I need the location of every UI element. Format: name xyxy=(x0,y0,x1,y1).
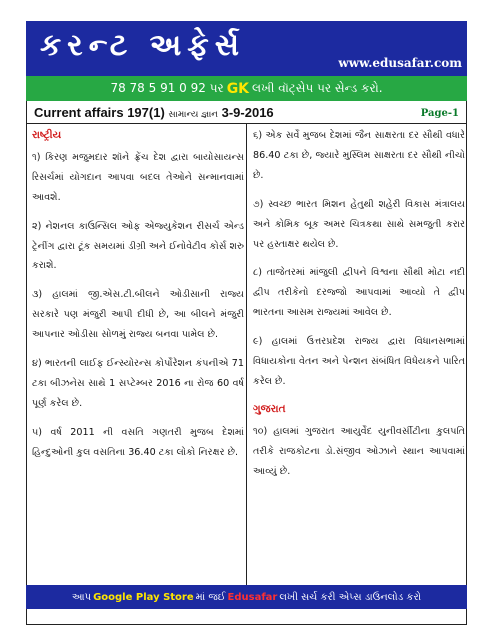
left-column xyxy=(32,126,244,472)
website-link[interactable]: www.edusafar.com xyxy=(338,56,462,70)
app-name-text: Edusafar xyxy=(227,591,278,603)
news-item-2: ૨) નેશનલ કાઉન્સિલ ઓફ એજ્યુકેશન રીસર્ચ એન્ડ ટ્રેનીંગ દ્વારા ટૂંક સમયમાં ડીગ્રી અને ઈનોવેટીવ કોર્સ શરુ કરાશે. xyxy=(32,220,244,272)
issue-date: 3-9-2016 xyxy=(221,105,274,120)
news-item-7: ૭) સ્વચ્છ ભારત મિશન હેતુથી શહેરી વિકાસ મંત્રાલય અને કોમિક બૂક અમર ચિત્રકથા સાથે સમજુતી કરાર પર હસ્તાક્ષર થયેલ છે. xyxy=(253,198,465,250)
news-item-9: ૯) હાલમાં ઉત્તરપ્રદેશ રાજ્ય દ્વારા વિધાનસભામાં વિધાયકોના વેતન અને પેન્શન સંબંધિત વિધેયકને પારિત કરેલ છે. xyxy=(253,336,465,387)
info-bar xyxy=(26,103,467,124)
column-divider xyxy=(246,124,247,585)
section-heading-gujarat: ગુજરાત xyxy=(253,402,286,415)
news-item-3: ૩) હાલમાં જી.એસ.ટી.બીલને ઓડીસાની રાજ્ય સરકારે પણ મંજુરી આપી દીધી છે, આ બીલને મંજુરી આપનાર ઓડીસા સોળમું રાજ્ય બનવા પામેલ છે. xyxy=(32,289,244,341)
footer-text-1: આપ xyxy=(71,591,92,603)
footer-banner xyxy=(26,585,467,609)
whatsapp-number: 78 78 5 91 0 92 પર xyxy=(110,81,224,95)
whatsapp-banner xyxy=(26,76,467,101)
play-store-text[interactable]: Google Play Store xyxy=(93,591,194,603)
page-number: Page-1 xyxy=(420,108,459,119)
news-item-8: ૮) તાજેતરમાં માંજુલી દ્વીપને વિશ્વના સૌથી મોટા નદી દ્વીપ તરીકેનો દરજ્જો આપવામાં આવ્યો તે દ્વીપ ભારતના આસમ રાજ્યમાં આવેલ છે. xyxy=(253,267,465,319)
news-item-4: ૪) ભારતની લાઈફ ઈન્સ્યોરન્સ કોર્પોરેશન કંપનીએ 71 ટકા બીઝનેસ સાથે 1 સપ્ટેમ્બર 2016 ના રોજ 60 વર્ષ પૂર્ણ કરેલ છે. xyxy=(32,358,244,409)
page-title: કરન્ટ અફેર્સ xyxy=(40,28,245,63)
right-column xyxy=(253,126,465,491)
footer-text-2: માં જઈ xyxy=(195,591,226,603)
whatsapp-instruction: લખી વૉટ્સેપ પર સેન્ડ કરો. xyxy=(252,81,383,95)
issue-title: Current affairs 197(1) xyxy=(34,105,165,120)
issue-label: સામાન્ય જ્ઞાન xyxy=(168,109,218,119)
section-heading-national: રાષ્ટ્રીય xyxy=(32,129,62,141)
issue-title-line xyxy=(34,105,274,120)
footer-text-3: લખી સર્ચ કરી એપ્સ ડાઉનલોડ કરો xyxy=(279,591,422,603)
news-item-1: ૧) કિરણ મજુમદાર શૉને ફ્રેંચ દેશ દ્વારા બાયોસાયન્સ રિસર્ચમાં યોગદાન આપવા બદલ તેઓને સન્માનવામાં આવશે. xyxy=(32,151,244,203)
news-item-5: ૫) વર્ષ 2011 ની વસતિ ગણતરી મુજબ દેશમાં હિન્દુઓની કુલ વસતિના 36.40 ટકા લોકો નિરક્ષર છે. xyxy=(32,426,244,458)
gk-keyword: GK xyxy=(226,80,250,97)
news-item-6: ૬) એક સર્વે મુજબ દેશમાં જૈન સાક્ષરતા દર સૌથી વધારે 86.40 ટકા છે, જ્યારે મુસ્લિમ સાક્ષરતા દર સૌથી નીચો છે. xyxy=(253,130,465,181)
news-item-10: ૧૦) હાલમાં ગુજરાત આયુર્વેદ યુનીવર્સીટીના કુલપતિ તરીકે રાજકોટના ડો.સંજીવ ઓઝાને સ્થાન આપવામાં આવ્યું છે. xyxy=(253,425,465,477)
